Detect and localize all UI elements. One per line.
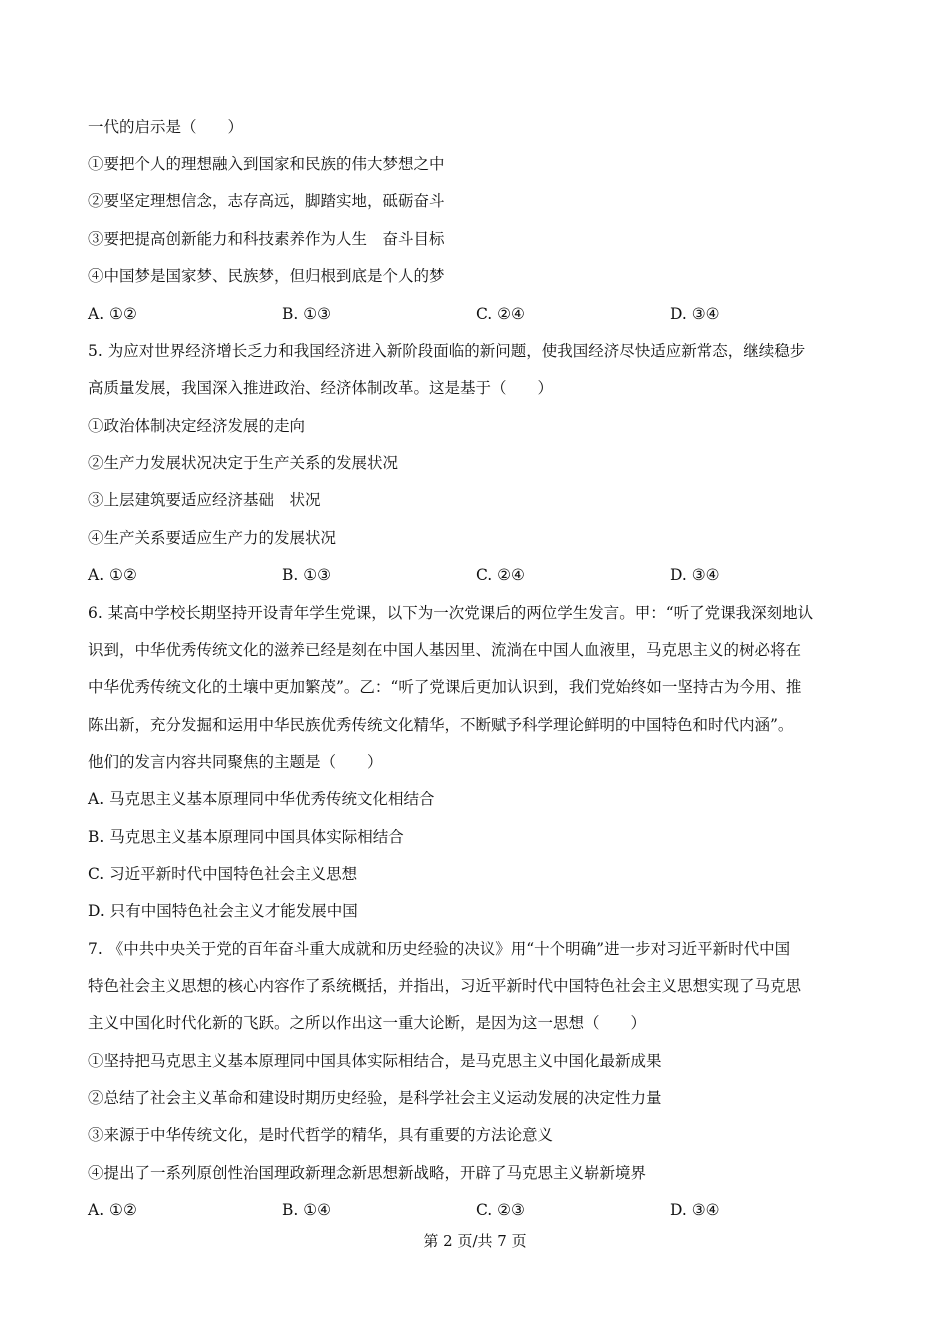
q4-item-1: ①要把个人的理想融入到国家和民族的伟大梦想之中 [88, 155, 445, 173]
q5-item-4: ④生产关系要适应生产力的发展状况 [88, 529, 337, 547]
q7-option-d: D. ③④ [670, 1201, 720, 1219]
q5-option-b: B. ①③ [282, 566, 332, 584]
q7-item-3: ③来源于中华传统文化，是时代哲学的精华，具有重要的方法论意义 [88, 1126, 554, 1144]
q4-item-4: ④中国梦是国家梦、民族梦，但归根到底是个人的梦 [88, 267, 445, 285]
q4-option-b: B. ①③ [282, 305, 332, 323]
q7-option-b: B. ①④ [282, 1201, 332, 1219]
q5-stem-line-1: 5. 为应对世界经济增长乏力和我国经济进入新阶段面临的新问题，使我国经济尽快适应新常态，继续稳步 [88, 342, 806, 360]
q7-option-a: A. ①② [88, 1201, 137, 1219]
q4-option-c: C. ②④ [476, 305, 525, 323]
q4-option-a: A. ①② [88, 305, 137, 323]
q7-stem-line-1: 7. 《中共中央关于党的百年奋斗重大成就和历史经验的决议》用“十个明确”进一步对习近平新时代中国 [88, 940, 791, 958]
q5-item-2: ②生产力发展状况决定于生产关系的发展状况 [88, 454, 399, 472]
q7-item-4: ④提出了一系列原创性治国理政新理念新思想新战略，开辟了马克思主义崭新境界 [88, 1164, 647, 1182]
page-number: 第 2 页/共 7 页 [423, 1232, 527, 1250]
q7-option-c: C. ②③ [476, 1201, 525, 1219]
q6-stem-line-1: 6. 某高中学校长期坚持开设青年学生党课，以下为一次党课后的两位学生发言。甲：“听了党课我深刻地认 [88, 604, 814, 622]
q5-item-1: ①政治体制决定经济发展的走向 [88, 417, 306, 435]
q6-stem-line-2: 识到，中华优秀传统文化的滋养已经是刻在中国人基因里、流淌在中国人血液里，马克思主义的树必将在 [88, 641, 802, 659]
q4-option-d: D. ③④ [670, 305, 720, 323]
q5-option-c: C. ②④ [476, 566, 525, 584]
q6-stem-line-5: 他们的发言内容共同聚焦的主题是（ ） [88, 753, 383, 771]
q5-stem-line-2: 高质量发展，我国深入推进政治、经济体制改革。这是基于（ ） [88, 379, 554, 397]
q6-option-a: A. 马克思主义基本原理同中华优秀传统文化相结合 [88, 790, 435, 808]
q6-option-b: B. 马克思主义基本原理同中国具体实际相结合 [88, 828, 404, 846]
q4-item-3: ③要把提高创新能力和科技素养作为人生 奋斗目标 [88, 230, 445, 248]
q6-stem-line-3: 中华优秀传统文化的土壤中更加繁茂”。乙：“听了党课后更加认识到，我们党始终如一坚持古为今用、推 [88, 678, 802, 696]
q7-item-1: ①坚持把马克思主义基本原理同中国具体实际相结合，是马克思主义中国化最新成果 [88, 1052, 662, 1070]
q6-option-c: C. 习近平新时代中国特色社会主义思想 [88, 865, 358, 883]
q6-option-d: D. 只有中国特色社会主义才能发展中国 [88, 902, 358, 920]
q5-option-d: D. ③④ [670, 566, 720, 584]
q7-item-2: ②总结了社会主义革命和建设时期历史经验，是科学社会主义运动发展的决定性力量 [88, 1089, 662, 1107]
q4-stem-end: 一代的启示是（ ） [88, 118, 244, 136]
q7-stem-line-2: 特色社会主义思想的核心内容作了系统概括，并指出，习近平新时代中国特色社会主义思想实现了马克思 [88, 977, 802, 995]
q4-item-2: ②要坚定理想信念，志存高远，脚踏实地，砥砺奋斗 [88, 192, 445, 210]
q6-stem-line-4: 陈出新，充分发掘和运用中华民族优秀传统文化精华，不断赋予科学理论鲜明的中国特色和时代内涵”。 [88, 716, 794, 734]
q7-stem-line-3: 主义中国化时代化新的飞跃。之所以作出这一重大论断，是因为这一思想（ ） [88, 1014, 647, 1032]
q5-item-3: ③上层建筑要适应经济基础 状况 [88, 491, 321, 509]
q5-option-a: A. ①② [88, 566, 137, 584]
